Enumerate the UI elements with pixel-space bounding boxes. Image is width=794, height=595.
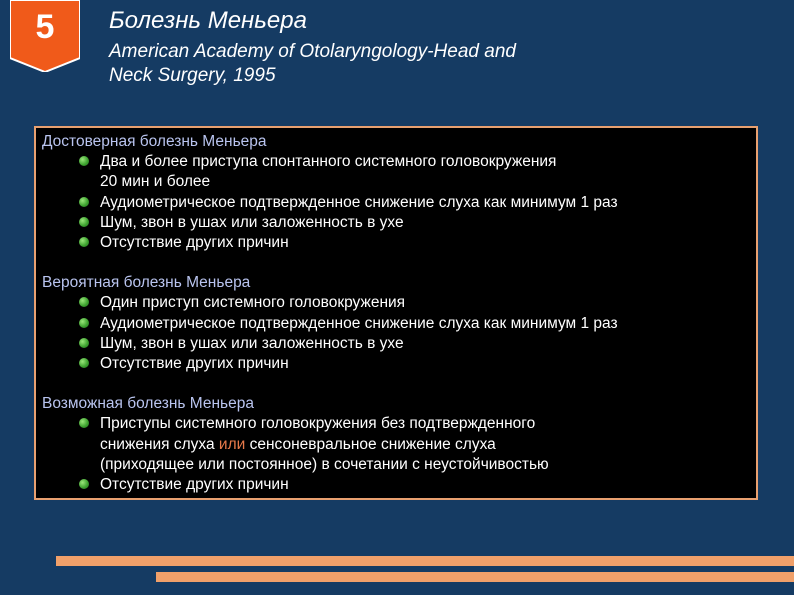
- subtitle-line-1: American Academy of Otolaryngology-Head and: [109, 41, 516, 62]
- text-segment: снижения слуха: [100, 435, 219, 453]
- list-item-text: Аудиометрическое подтвержденное снижение слуха как минимум 1 раз: [100, 193, 618, 211]
- list-item: [42, 475, 750, 495]
- text-segment: сенсоневральное снижение слуха: [245, 435, 496, 453]
- list-item-text: Отсутствие других причин: [100, 234, 289, 252]
- list-item: [42, 152, 750, 192]
- green-bullet-icon: [79, 237, 89, 247]
- list-item-text: Шум, звон в ушах или заложенность в ухе: [100, 213, 404, 231]
- green-bullet-icon: [79, 418, 89, 428]
- green-bullet-icon: [79, 156, 89, 166]
- green-bullet-icon: [79, 358, 89, 368]
- list-item-text: Отсутствие других причин: [100, 476, 289, 494]
- highlight-word: или: [218, 435, 246, 453]
- list-item: [42, 414, 750, 475]
- list-item-text: Один приступ системного головокружения: [100, 294, 406, 312]
- list-item-text: Два и более приступа спонтанного системного головокружения: [100, 153, 557, 171]
- list-item-text: 20 мин и более: [100, 173, 211, 191]
- section-heading: Возможная болезнь Меньера: [42, 395, 254, 413]
- list-item-text: [100, 435, 750, 455]
- slide-title: Болезнь Меньера: [109, 7, 307, 34]
- list-item-text: Аудиометрическое подтвержденное снижение слуха как минимум 1 раз: [100, 314, 618, 332]
- subtitle-line-2: Neck Surgery, 1995: [109, 65, 276, 86]
- list-item-text: Шум, звон в ушах или заложенность в ухе: [100, 334, 404, 352]
- slide-number: 5: [35, 8, 55, 46]
- decorative-bar-top: [56, 556, 794, 566]
- list-item: [42, 233, 750, 253]
- section-heading: Достоверная болезнь Меньера: [42, 133, 267, 150]
- list-item: [42, 334, 750, 354]
- green-bullet-icon: [79, 297, 89, 307]
- slide-subtitle: [109, 40, 669, 88]
- green-bullet-icon: [79, 479, 89, 489]
- list-item: [42, 314, 750, 334]
- list-item: [42, 354, 750, 374]
- list-item-text: Приступы системного головокружения без подтвержденного: [100, 415, 536, 433]
- decorative-bar-bottom: [156, 572, 794, 582]
- green-bullet-icon: [79, 318, 89, 328]
- list-item: [42, 193, 750, 213]
- section-possible: [42, 394, 750, 495]
- green-bullet-icon: [79, 338, 89, 348]
- slide-number-badge: [10, 0, 80, 72]
- criteria-box: [34, 126, 758, 500]
- list-item-text: Отсутствие других причин: [100, 355, 289, 373]
- list-item: [42, 293, 750, 313]
- green-bullet-icon: [79, 217, 89, 227]
- section-heading: Вероятная болезнь Меньера: [42, 274, 251, 292]
- section-probable: [42, 273, 750, 374]
- section-definite: [42, 132, 750, 253]
- green-bullet-icon: [79, 197, 89, 207]
- list-item-text: (приходящее или постоянное) в сочетании с неустойчивостью: [100, 455, 549, 473]
- list-item: [42, 213, 750, 233]
